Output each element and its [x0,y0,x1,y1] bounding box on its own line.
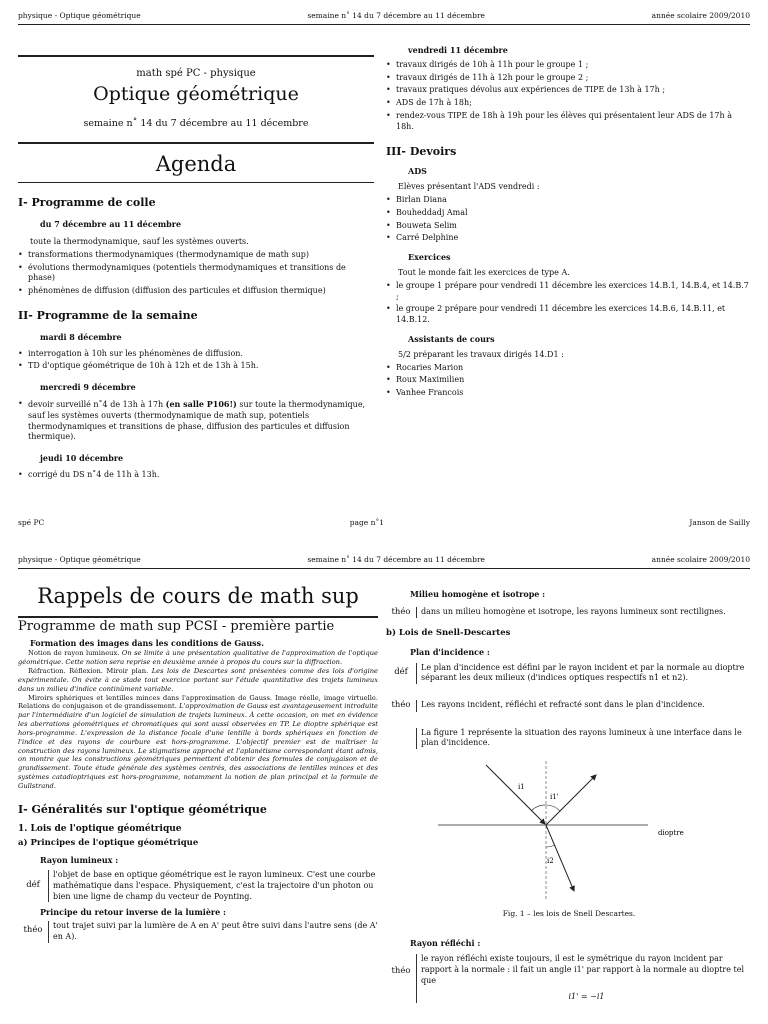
exercices-intro: Tout le monde fait les exercices de type A. [398,268,570,277]
list-item: • le groupe 2 prépare pour vendredi 11 décembre les exercices 14.B.6, 14.B.11, et 14.B.12. [386,304,752,326]
milieu-text: dans un milieu homogène et isotrope, les rayons lumineux sont rectilignes. [416,607,726,618]
list-item: • Bouweta Selim [386,221,752,232]
mardi-title: mardi 8 décembre [40,331,122,342]
reflechi-equation: i1' = −i1 [568,992,605,1002]
jeudi-list [18,470,374,481]
formation-p3a: Miroirs sphériques et lentilles minces dans l'approximation de Gauss. Image réelle, image virtuelle. Relations de conjugaison et de grandissement. [18,693,378,711]
title-rule [18,616,378,618]
banner-rule-top [18,55,374,57]
header-left: physique - Optique géométrique [18,555,141,564]
list-item: • rendez-vous TIPE de 18h à 19h pour les élèves qui présentaient leur ADS de 17h à 18h. [386,111,752,133]
formation-p2a: Réfraction. Réflexion. Miroir plan. [28,666,152,675]
list-item: • travaux pratiques dévolus aux expériences de TIPE de 13h à 17h ; [386,85,752,96]
list-item: • Carré Delphine [386,233,752,244]
agenda-title: Agenda [155,151,237,176]
plan-theorem [386,700,752,711]
formation-p1a: Notion de rayon lumineux. [28,649,122,658]
colle-title: I- Programme de colle [18,196,156,210]
theo-tag: théo [391,700,411,711]
page1-right-column [386,45,752,401]
exercices-title: Exercices [408,252,451,263]
list-item: • Vanhee Francois [386,388,752,399]
retour-text: tout trajet suivi par la lumière de A en A' peut être suivi dans l'autre sens (de A' en A). [48,921,378,943]
formation-title: Formation des images dans les conditions de Gauss. [30,638,264,649]
reflechi-text: le rayon réfléchi existe toujours, il est le symétrique du rayon incident par rapport à la normale : il fait un angle i1' par rapport à la normale au dioptre tel que [421,953,745,985]
ads-intro: Elèves présentant l'ADS vendredi : [398,182,540,192]
plan-theo-text: Les rayons incident, réfléchi et refracté sont dans le plan d'incidence. [416,700,705,711]
banner-subtitle: math spé PC - physique [136,67,256,79]
header-right: année scolaire 2009/2010 [651,11,750,20]
page1-header [18,11,750,21]
theo-tag: théo [391,965,411,976]
ads-title: ADS [408,166,427,177]
snell-title: b) Lois de Snell-Descartes [386,628,511,639]
milieu-title: Milieu homogène et isotrope : [410,589,546,599]
mercredi-text-a: devoir surveillé n˚4 de 13h à 17h [28,399,166,409]
formation-text [18,649,378,791]
mercredi-list [18,399,374,443]
colle-intro: toute la thermodynamique, sauf les systèmes ouverts. [30,236,249,246]
devoirs-title: III- Devoirs [386,144,457,158]
def-tag: déf [394,666,408,677]
retour-title: Principe du retour inverse de la lumière : [40,907,226,918]
header-right: année scolaire 2009/2010 [651,555,750,564]
header-left: physique - Optique géométrique [18,11,141,20]
label-i2: i2 [547,857,554,866]
angle-i1-arc [531,805,546,811]
vendredi-list [386,60,752,133]
theo-tag: théo [23,925,43,936]
banner-rule-bottom [18,142,374,144]
reflechi-theorem [386,954,752,1003]
list-item: • interrogation à 10h sur les phénomènes de diffusion. [18,349,374,360]
page2-right-column [386,589,752,1003]
list-item: • Rocaries Marion [386,363,752,374]
semaine-title: II- Programme de la semaine [18,308,198,322]
formation-p2 [18,667,378,694]
reflechi-title: Rayon réfléchi : [410,938,481,949]
mardi-list [18,349,374,373]
formation-p3 [18,694,378,791]
formation-p2b: Les lois de Descartes sont présentées comme des lois d'origine expérimentale. On évite à ce stade tout exercice portant sur l'étude quantitative des trajets lumineux dans un milieu d'indice continûment variable. [18,666,378,693]
header-rule [18,24,750,25]
list-item [18,399,374,443]
footer-left: spé PC [18,518,45,527]
list-item: • Roux Maximilien [386,375,752,386]
page1-footer [18,518,750,528]
page1-left-column [18,55,374,483]
retour-theorem [18,921,378,943]
assistants-title: Assistants de cours [408,333,495,344]
list-item: • corrigé du DS n˚4 de 11h à 13h. [18,470,374,481]
angle-i1p-arc [546,805,560,811]
ads-list [386,195,752,244]
formation-p3b: L'approximation de Gauss est avantageusement introduite par l'intermédiaire d'un logiciel de simulation de trajets lumineux. À cette occasion, on met en évidence les aberrations géométriques et chromatiques qui sont aussi observées en TP. Le dioptre sphérique est hors-programme. L'expression de la distance focale d'une lentille à bords sphériques en fonction de l'indice et des rayons de courbure est hors-programme. L'objectif premier est de maîtriser la construction des rayons lumineux. Le stigmatisme approché et l'aplanétisme correspondant étant admis, on montre que les constructions géométriques permettent d'obtenir des formules de conjugaison et de grandissement. Toute étude générale des systèmes centrés, des associations de lentilles minces et des systèmes catadioptriques est hors-programme, notamment la notion de plan principal et la formule de Gullstrand. [18,702,378,790]
plan-def-text: Le plan d'incidence est défini par le rayon incident et par la normale au dioptre séparant les deux milieux (d'indices optiques respectifs n1 et n2). [416,663,752,685]
mercredi-title: mercredi 9 décembre [40,382,136,393]
generalites-title: I- Généralités sur l'optique géométrique [18,802,267,816]
exercices-list [386,281,752,326]
list-item: • ADS de 17h à 18h; [386,98,752,109]
header-mid: semaine n˚ 14 du 7 décembre au 11 décembre [307,555,485,564]
colle-date: du 7 décembre au 11 décembre [40,219,182,230]
page2-left-column [18,582,378,943]
list-item: • travaux dirigés de 11h à 12h pour le groupe 2 ; [386,73,752,84]
label-i1: i1 [518,783,525,792]
vendredi-title: vendredi 11 décembre [408,45,508,55]
list-item: • évolutions thermodynamiques (potentiels thermodynamiques et transitions de phase) [18,263,374,285]
assistants-list [386,363,752,399]
incident-ray [486,765,545,824]
list-item: • transformations thermodynamiques (thermodynamique de math sup) [18,250,374,261]
rappels-title: Rappels de cours de math sup [37,584,359,608]
formation-p1b: On se limite à une présentation qualitative de l'approximation de l'optique géométrique. Cette notion sera reprise en deuxième année à propos du cours sur la diffraction. [18,649,378,667]
list-item: • phénomènes de diffusion (diffusion des particules et diffusion thermique) [18,286,374,297]
list-item: • Bouheddadj Amal [386,208,752,219]
rayon-def-text: l'objet de base en optique géométrique est le rayon lumineux. C'est une courbe mathématique dans l'espace. Physiquement, c'est la trajectoire d'un photon ou bien une ligne de champ du vecteur de Poynting. [48,870,378,902]
reflechi-body [416,954,752,1003]
footer-right: Janson de Sailly [689,518,750,527]
rayon-title: Rayon lumineux : [40,855,119,866]
plan-definition [386,663,752,685]
label-i1p: i1' [550,793,559,802]
formation-p1 [18,649,378,667]
colle-list [18,250,374,297]
lois-title: 1. Lois de l'optique géométrique [18,823,182,834]
mercredi-room: (en salle P106!) [165,398,237,409]
list-item: • Birlan Diana [386,195,752,206]
milieu-theorem [386,607,752,618]
jeudi-title: jeudi 10 décembre [40,453,124,464]
list-item: • travaux dirigés de 10h à 11h pour le groupe 1 ; [386,60,752,71]
list-item: • TD d'optique géométrique de 10h à 12h et de 13h à 15h. [18,361,374,372]
label-dioptre: dioptre [658,829,684,838]
banner-title: Optique géométrique [93,83,299,105]
banner-week: semaine n˚ 14 du 7 décembre au 11 décembre [83,117,309,129]
snell-descartes-figure [386,753,752,903]
assistants-intro: 5/2 préparant les travaux dirigés 14.D1 : [398,349,564,359]
rayon-definition [18,870,378,902]
header-rule [18,568,750,569]
header-mid: semaine n˚ 14 du 7 décembre au 11 décembre [307,11,485,20]
list-item: • le groupe 1 prépare pour vendredi 11 décembre les exercices 14.B.1, 14.B.4, et 14.B.7 ; [386,281,752,303]
agenda-rule [18,182,374,183]
figure-remark [386,728,752,750]
figure-text: La figure 1 représente la situation des rayons lumineux à une interface dans le plan d'incidence. [416,728,752,750]
footer-mid: page n˚1 [349,518,384,527]
angle-i2-arc [546,845,555,847]
def-tag: déf [26,880,40,891]
page2-header [18,555,750,565]
principes-title: a) Principes de l'optique géométrique [18,837,199,848]
prog-title: Programme de math sup PCSI - première partie [18,618,335,634]
mercredi-text-c: sur toute la thermodynamique, sauf les systèmes ouverts (thermodynamique de math sup, potentiels thermodynamiques et transitions de phase, diffusion des particules et diffusion thermique). [28,399,366,442]
theo-tag: théo [391,606,411,617]
figure-caption: Fig. 1 – les lois de Snell Descartes. [502,908,636,918]
plan-title: Plan d'incidence : [410,646,490,657]
